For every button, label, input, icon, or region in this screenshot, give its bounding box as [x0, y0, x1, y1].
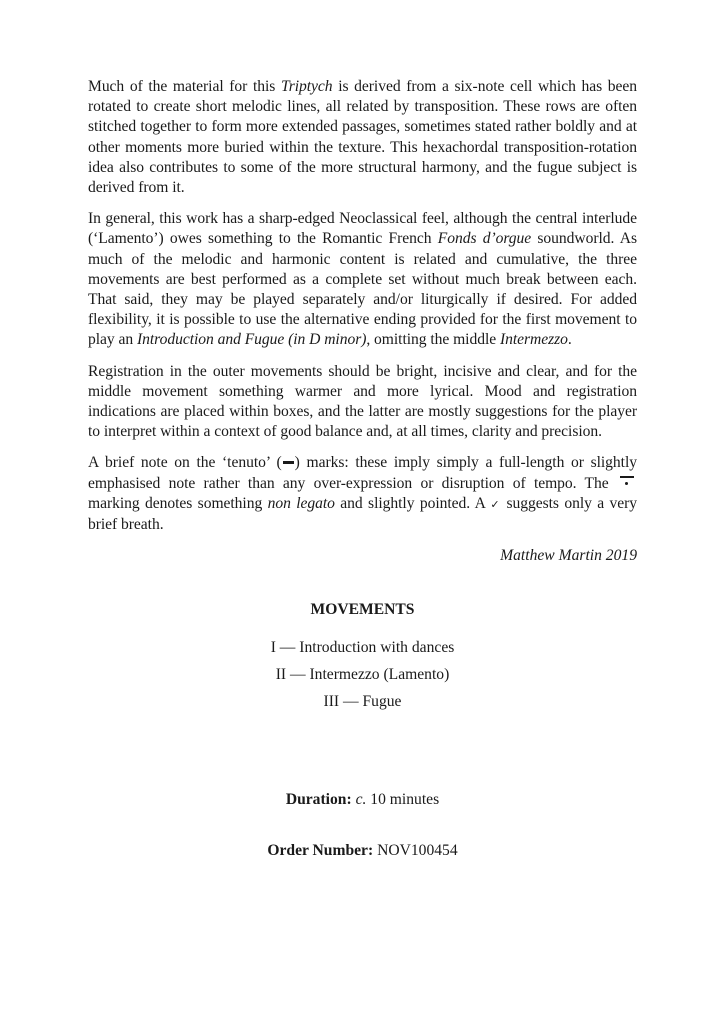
term-fonds-dorgue: Fonds d’orgue — [437, 230, 532, 248]
text: , omitting the middle — [366, 331, 500, 349]
order-number-label: Order Number: — [267, 842, 374, 860]
text: and slightly pointed. A — [334, 494, 491, 512]
title-intermezzo: Intermezzo — [499, 331, 568, 349]
tenuto-mark-icon — [283, 461, 294, 464]
title-triptych: Triptych — [280, 78, 333, 95]
duration — [88, 791, 637, 809]
text: A brief note on the ‘tenuto’ ( — [88, 454, 282, 472]
movement-item: II — Intermezzo (Lamento) — [275, 666, 450, 684]
page — [88, 77, 637, 860]
paragraph-material — [88, 77, 637, 198]
paragraph-registration: Registration in the outer movements should be bright, incisive and clear, and for the middle movement something warmer and more lyrical. Mood and registration indications are placed within boxes, and the latter are mostly suggestions for the player to interpret within a context of good balance and, at all times, clarity and precision. — [88, 362, 637, 441]
staccato-tenuto-mark-icon — [620, 476, 634, 488]
text: marking denotes something — [88, 494, 268, 512]
order-number — [88, 842, 637, 860]
signature: Matthew Martin 2019 — [500, 547, 637, 565]
paragraph-character — [88, 209, 637, 350]
duration-label: Duration: — [285, 791, 352, 809]
duration-value: 10 minutes — [366, 791, 440, 809]
text: In general, this work has a sharp-edged Neoclassical feel, although the central interlude (‘Lamento’) owes something to the Romantic French — [88, 210, 637, 248]
paragraph-articulation — [88, 453, 637, 535]
title-introduction-fugue: Introduction and Fugue (in D minor) — [136, 331, 367, 349]
breath-mark-icon: ✓ — [490, 498, 502, 511]
text: soundworld. As much of the melodic and harmonic content is related and cumulative, the three movements are best performed as a complete set without much break between each. That said, they may be played separately and/or liturgically if desired. For added flexibility, it is possible to use the alternative ending provided for the first movement to play an — [88, 230, 637, 349]
order-number-value: NOV100454 — [373, 842, 458, 860]
text: . — [567, 331, 572, 349]
text: suggests only a very brief breath. — [88, 494, 638, 534]
text: is derived from a six-note cell which has been rotated to create short melodic lines, all related by transposition. These rows are often stitched together to form more extended passages, sometimes stated rather boldly and at other moments more buried within the texture. This hexachordal transposition-rotation idea also contributes to some of the more structural harmony, and the fugue subject is derived from it. — [88, 78, 637, 197]
text: ) marks: these imply simply a full-length or slightly emphasised note rather than any over-expression or disruption of tempo. The — [88, 454, 637, 492]
duration-circa: c. — [355, 791, 367, 809]
movements-heading: MOVEMENTS — [310, 601, 415, 619]
term-non-legato: non legato — [267, 494, 335, 512]
text: Much of the material for this — [88, 78, 281, 95]
movement-item: III — Fugue — [323, 693, 402, 711]
movement-item: I — Introduction with dances — [270, 639, 455, 657]
